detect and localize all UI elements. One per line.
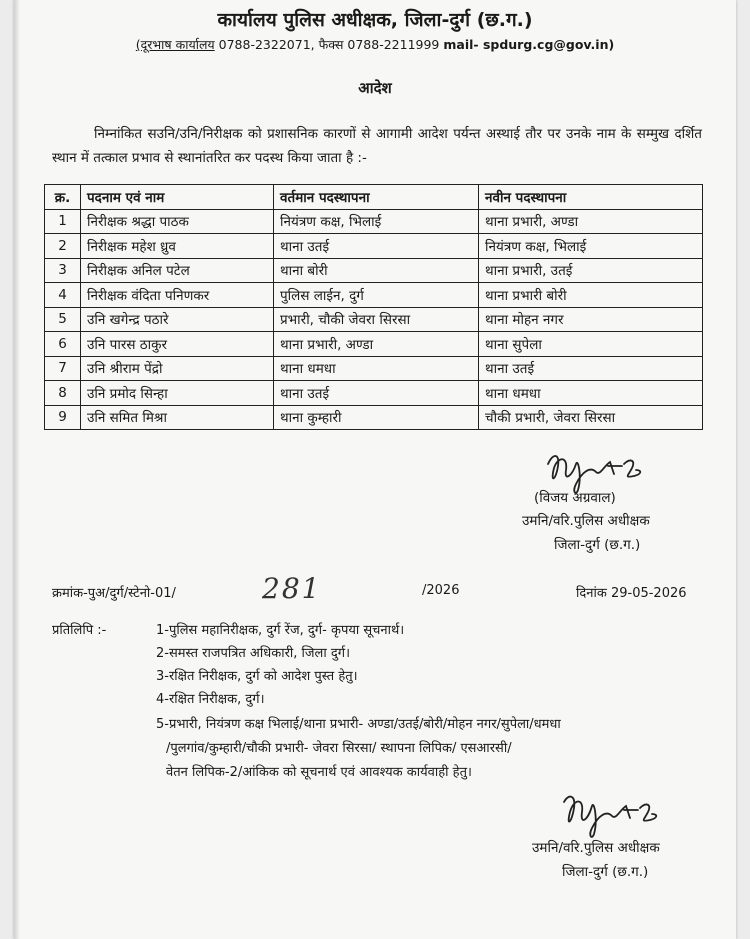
cell-current: थाना कुम्हारी <box>274 405 479 430</box>
cell-new: थाना प्रभारी, उतई <box>479 258 703 283</box>
table-row <box>45 381 703 406</box>
table-row <box>45 283 703 308</box>
cell-sn: 3 <box>45 258 81 283</box>
cell-current: नियंत्रण कक्ष, भिलाई <box>274 209 479 234</box>
header-name: पदनाम एवं नाम <box>81 185 274 210</box>
transfer-table <box>44 184 703 430</box>
reference-year: /2026 <box>422 583 460 598</box>
reference-prefix: क्रमांक-पुअ/दुर्ग/स्टेनो-01/ <box>52 586 176 601</box>
cell-name: उनि पारस ठाकुर <box>81 332 274 357</box>
signatory-name: (विजय अग्रवाल) <box>534 490 616 506</box>
page-edge-shadow <box>14 0 20 939</box>
copy-to-item: 2-समस्त राजपत्रित अधिकारी, जिला दुर्ग। <box>156 646 350 661</box>
contact-prefix: (दूरभाष कार्यालय <box>135 37 215 52</box>
cell-new: नियंत्रण कक्ष, भिलाई <box>479 234 703 259</box>
cell-name: निरीक्षक वंदिता पनिणकर <box>81 283 274 308</box>
cell-current: थाना उतई <box>274 381 479 406</box>
table-row <box>45 307 703 332</box>
cell-new: थाना सुपेला <box>479 332 703 357</box>
cell-name: उनि श्रीराम पेंद्रो <box>81 356 274 381</box>
cell-sn: 4 <box>45 283 81 308</box>
copy-to-item: वेतन लिपिक-2/आंकिक को सूचनार्थ एवं आवश्यक कार्यवाही हेतु। <box>166 765 472 780</box>
order-intro <box>52 122 702 170</box>
signature-mark-2 <box>554 788 674 844</box>
office-title: कार्यालय पुलिस अधीक्षक, जिला-दुर्ग (छ.ग.) <box>217 9 533 31</box>
cell-sn: 9 <box>45 405 81 430</box>
table-row <box>45 234 703 259</box>
cell-sn: 5 <box>45 307 81 332</box>
document-page <box>14 0 736 939</box>
header-new: नवीन पदस्थापना <box>479 185 703 210</box>
copy-to-label: प्रतिलिपि :- <box>52 623 107 638</box>
cell-name: उनि खगेन्द्र पठारे <box>81 307 274 332</box>
signatory-designation: उमनि/वरि.पुलिस अधीक्षक <box>522 513 650 529</box>
cell-sn: 1 <box>45 209 81 234</box>
cell-name: उनि प्रमोद सिन्हा <box>81 381 274 406</box>
cell-sn: 8 <box>45 381 81 406</box>
cell-name: निरीक्षक महेश ध्रुव <box>81 234 274 259</box>
cell-current: प्रभारी, चौकी जेवरा सिरसा <box>274 307 479 332</box>
cell-new: थाना धमधा <box>479 381 703 406</box>
copy-to-item: 5-प्रभारी, नियंत्रण कक्ष भिलाई/थाना प्रभारी- अण्डा/उतई/बोरी/मोहन नगर/सुपेला/धमधा <box>156 717 561 732</box>
contact-phone: 0788-2322071, फैक्स 0788-2211999 <box>218 37 440 52</box>
cell-new: थाना प्रभारी, अण्डा <box>479 209 703 234</box>
order-heading: आदेश <box>358 79 392 97</box>
table-header-row <box>45 185 703 210</box>
cell-new: थाना प्रभारी बोरी <box>479 283 703 308</box>
cell-name: उनि समित मिश्रा <box>81 405 274 430</box>
reference-date: दिनांक 29-05-2026 <box>576 586 687 601</box>
cell-current: पुलिस लाईन, दुर्ग <box>274 283 479 308</box>
cell-name: निरीक्षक श्रद्धा पाठक <box>81 209 274 234</box>
table-row <box>45 356 703 381</box>
signatory2-designation: उमनि/वरि.पुलिस अधीक्षक <box>532 840 660 856</box>
cell-new: थाना उतई <box>479 356 703 381</box>
copy-to-item: /पुलगांव/कुम्हारी/चौकी प्रभारी- जेवरा सिरसा/ स्थापना लिपिक/ एसआरसी/ <box>166 741 512 756</box>
cell-new: चौकी प्रभारी, जेवरा सिरसा <box>479 405 703 430</box>
reference-number: 281 <box>262 572 322 605</box>
contact-mail: mail- spdurg.cg@gov.in) <box>443 37 615 52</box>
header-current: वर्तमान पदस्थापना <box>274 185 479 210</box>
office-contact <box>14 36 736 53</box>
copy-to-item: 1-पुलिस महानिरीक्षक, दुर्ग रेंज, दुर्ग- कृपया सूचनार्थ। <box>156 623 405 638</box>
cell-current: थाना उतई <box>274 234 479 259</box>
cell-sn: 2 <box>45 234 81 259</box>
cell-sn: 7 <box>45 356 81 381</box>
table-row <box>45 405 703 430</box>
cell-name: निरीक्षक अनिल पटेल <box>81 258 274 283</box>
cell-new: थाना मोहन नगर <box>479 307 703 332</box>
signatory2-district: जिला-दुर्ग (छ.ग.) <box>562 864 649 880</box>
header-sn: क्र. <box>45 185 81 210</box>
order-intro-text: निम्नांकित सउनि/उनि/निरीक्षक को प्रशासनिक कारणों से आगामी आदेश पर्यन्त अस्थाई तौर पर उनके नाम के सम्मुख दर्शित स्थान में तत्काल प्रभाव से स्थानांतरित कर पदस्थ किया जाता है :- <box>52 126 702 166</box>
copy-to-item: 4-रक्षित निरीक्षक, दुर्ग। <box>156 692 265 707</box>
cell-sn: 6 <box>45 332 81 357</box>
table-row <box>45 209 703 234</box>
cell-current: थाना बोरी <box>274 258 479 283</box>
table-row <box>45 258 703 283</box>
copy-to-item: 3-रक्षित निरीक्षक, दुर्ग को आदेश पुस्त हेतु। <box>156 669 358 684</box>
table-row <box>45 332 703 357</box>
cell-current: थाना धमधा <box>274 356 479 381</box>
signatory-district: जिला-दुर्ग (छ.ग.) <box>554 537 641 553</box>
cell-current: थाना प्रभारी, अण्डा <box>274 332 479 357</box>
